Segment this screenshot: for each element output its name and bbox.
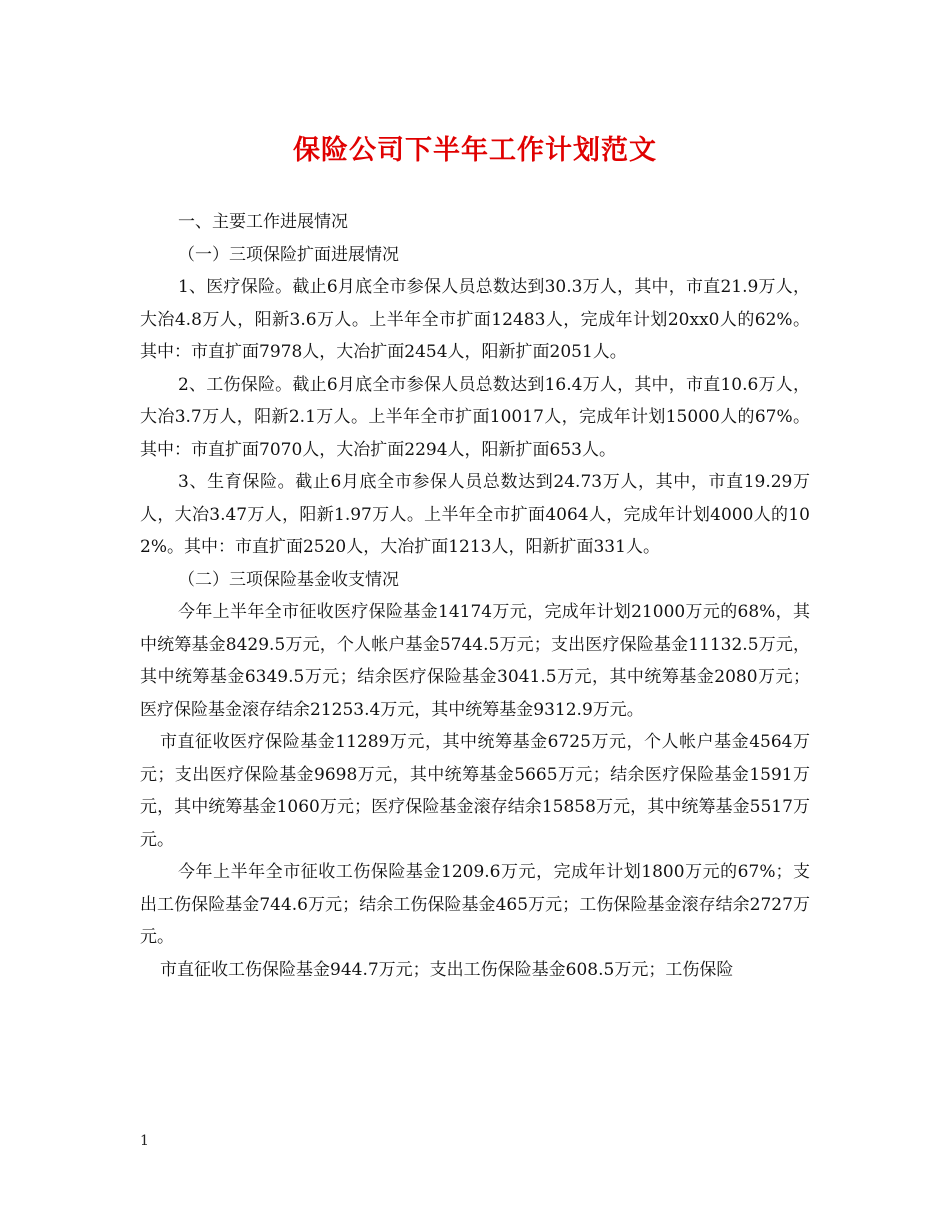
paragraph-maternity-insurance: 3、生育保险。截止6月底全市参保人员总数达到24.73万人，其中，市直19.29万人，大冶3.47万人，阳新1.97万人。上半年全市扩面4064人，完成年计划4000人的102%。其中：市直扩面2520人，大冶扩面1213人，阳新扩面331人。	[140, 472, 810, 557]
page-number: 1	[140, 1133, 149, 1149]
paragraph-heading-1: 一、主要工作进展情况	[178, 212, 348, 232]
document-title: 保险公司下半年工作计划范文	[293, 135, 657, 166]
document-body	[140, 206, 810, 986]
paragraph-medical-insurance: 1、医疗保险。截止6月底全市参保人员总数达到30.3万人，其中，市直21.9万人，大冶4.8万人，阳新3.6万人。上半年全市扩面12483人，完成年计划20xx0人的62%。其中：市直扩面7978人，大冶扩面2454人，阳新扩面2051人。	[140, 277, 810, 362]
paragraph-work-injury-insurance: 2、工伤保险。截止6月底全市参保人员总数达到16.4万人，其中，市直10.6万人，大冶3.7万人，阳新2.1万人。上半年全市扩面10017人，完成年计划15000人的67%。其中：市直扩面7070人，大冶扩面2294人，阳新扩面653人。	[140, 374, 810, 460]
paragraph-injury-fund: 今年上半年全市征收工伤保险基金1209.6万元，完成年计划1800万元的67%；支出工伤保险基金744.6万元；结余工伤保险基金465万元；工伤保险基金滚存结余2727万元。	[140, 862, 810, 947]
paragraph-subheading-2: （二）三项保险基金收支情况	[178, 569, 399, 590]
paragraph-city-injury-fund: 市直征收工伤保险基金944.7万元；支出工伤保险基金608.5万元；工伤保险	[160, 959, 734, 980]
paragraph-city-medical-fund: 市直征收医疗保险基金11289万元，其中统筹基金6725万元，个人帐户基金4564万元；支出医疗保险基金9698万元，其中统筹基金5665万元；结余医疗保险基金1591万元，其中统筹基金1060万元；医疗保险基金滚存结余15858万元，其中统筹基金5517万元。	[140, 732, 810, 850]
paragraph-medical-fund: 今年上半年全市征收医疗保险基金14174万元，完成年计划21000万元的68%，其中统筹基金8429.5万元，个人帐户基金5744.5万元；支出医疗保险基金11132.5万元，其中统筹基金6349.5万元；结余医疗保险基金3041.5万元，其中统筹基金2080万元；医疗保险基金滚存结余21253.4万元，其中统筹基金9312.9万元。	[140, 602, 810, 720]
paragraph-subheading-1: （一）三项保险扩面进展情况	[178, 244, 399, 265]
